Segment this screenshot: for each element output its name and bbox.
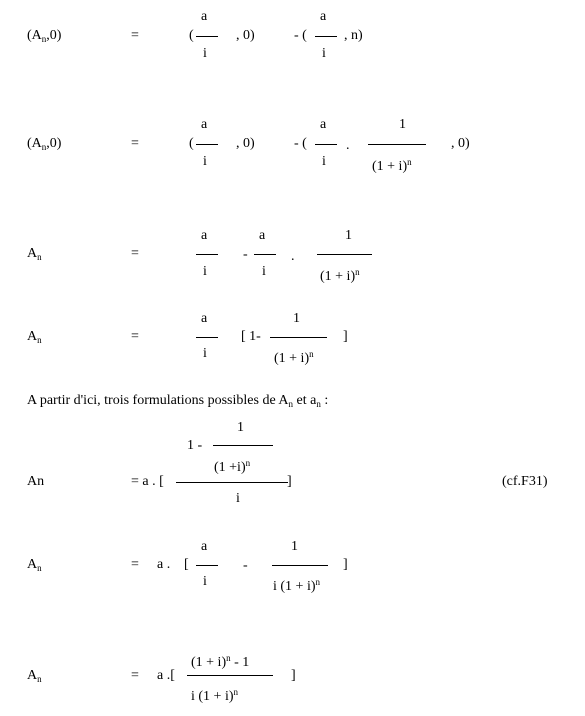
eq1-paren-open: ( (189, 28, 194, 43)
eq4-frac2-numerator: 1 (293, 311, 300, 326)
eq1-close-2: , n) (344, 28, 363, 43)
eq5-inner-denominator: $(1 +i)^n$ (214, 458, 251, 475)
eq2-close-1: , 0) (236, 136, 255, 151)
eq6-frac1-denominator: i (203, 574, 207, 589)
eq6-equals: = (131, 557, 139, 572)
eq6-frac2-denominator: i $(1 + i)^n$ (273, 577, 320, 594)
eq4-frac1-bar (196, 337, 218, 338)
eq6-bracket-close: ] (343, 557, 348, 572)
eq5-outer-denominator: i (236, 491, 240, 506)
eq2-frac2-numerator: a (320, 117, 327, 132)
eq1-frac2-denominator: i (322, 46, 326, 61)
eq4-frac2-denominator: $(1 + i)^n$ (274, 349, 314, 366)
eq2-paren-open: ( (189, 136, 194, 151)
eq2-frac1-numerator: a (201, 117, 208, 132)
eq6-a-dot: a . (157, 557, 171, 572)
eq5-inner-bar (213, 445, 273, 446)
eq2-lhs: $(A_n,0)$ (27, 136, 62, 152)
eq3-minus: - (243, 247, 248, 262)
eq6-frac1-bar (196, 565, 218, 566)
eq3-lhs: $A_n$ (27, 246, 42, 262)
eq2-equals: = (131, 136, 139, 151)
eq7-bracket-close: ] (291, 668, 296, 683)
eq2-frac3-bar (368, 144, 426, 145)
eq2-frac3-numerator: 1 (399, 117, 406, 132)
eq2-frac2-bar (315, 144, 337, 145)
eq3-frac2-numerator: a (259, 228, 266, 243)
eq7-fraction-bar (187, 675, 273, 676)
eq2-close: , 0) (451, 136, 470, 151)
intro-sentence: A partir d'ici, trois formulations possibles de $A_n$ et $a_n$ : (27, 393, 329, 409)
eq5-main-bar (176, 482, 288, 483)
eq3-frac1-numerator: a (201, 228, 208, 243)
eq6-frac1-numerator: a (201, 539, 208, 554)
eq1-lhs: $(A_n,0)$ (27, 28, 62, 44)
eq2-frac1-denominator: i (203, 154, 207, 169)
eq2-frac3-denominator: $(1 + i)^n$ (372, 157, 412, 174)
eq5-reference: (cf.F31) (502, 474, 548, 489)
eq6-minus: - (243, 558, 248, 573)
eq3-frac1-bar (196, 254, 218, 255)
eq4-equals: = (131, 329, 139, 344)
eq3-frac3-denominator: $(1 + i)^n$ (320, 267, 360, 284)
eq5-bracket-close: ] (287, 474, 292, 489)
eq7-numerator: $(1 + i)^n - 1$ (191, 653, 250, 670)
eq4-frac1-denominator: i (203, 346, 207, 361)
eq1-frac1-numerator: a (201, 9, 208, 24)
eq5-lhs: An (27, 474, 45, 489)
eq3-dot: . (291, 249, 295, 264)
eq4-frac2-bar (270, 337, 327, 338)
eq7-a-bracket: a .[ (157, 668, 175, 683)
eq2-dot: . (346, 138, 350, 153)
eq1-close-1: , 0) (236, 28, 255, 43)
eq2-frac1-bar (196, 144, 218, 145)
eq1-minus-paren: - ( (294, 28, 307, 43)
eq3-frac2-denominator: i (262, 264, 266, 279)
eq3-frac1-denominator: i (203, 264, 207, 279)
eq1-frac2-numerator: a (320, 9, 327, 24)
eq6-frac2-numerator: 1 (291, 539, 298, 554)
eq3-frac3-bar (317, 254, 372, 255)
eq7-denominator: i $(1 + i)^n$ (191, 687, 238, 704)
eq2-frac2-denominator: i (322, 154, 326, 169)
eq1-frac1-bar (196, 36, 218, 37)
eq3-frac3-numerator: 1 (345, 228, 352, 243)
eq6-frac2-bar (272, 565, 328, 566)
eq1-frac2-bar (315, 36, 337, 37)
eq7-equals: = (131, 668, 139, 683)
eq1-frac1-denominator: i (203, 46, 207, 61)
eq7-lhs: $A_n$ (27, 668, 42, 684)
eq4-lhs: $A_n$ (27, 329, 42, 345)
eq4-bracket-close: ] (343, 329, 348, 344)
eq5-inner-numerator: 1 (237, 420, 244, 435)
eq2-minus-paren: - ( (294, 136, 307, 151)
eq5-inner-prefix: 1 - (187, 438, 203, 453)
eq3-frac2-bar (254, 254, 276, 255)
eq4-frac1-numerator: a (201, 311, 208, 326)
eq3-equals: = (131, 246, 139, 261)
eq5-equals-bracket: = a . [ (131, 474, 164, 489)
eq6-bracket-open: [ (184, 557, 189, 572)
eq6-lhs: $A_n$ (27, 557, 42, 573)
eq1-equals: = (131, 28, 139, 43)
eq4-bracket-open: [ 1- (241, 329, 261, 344)
